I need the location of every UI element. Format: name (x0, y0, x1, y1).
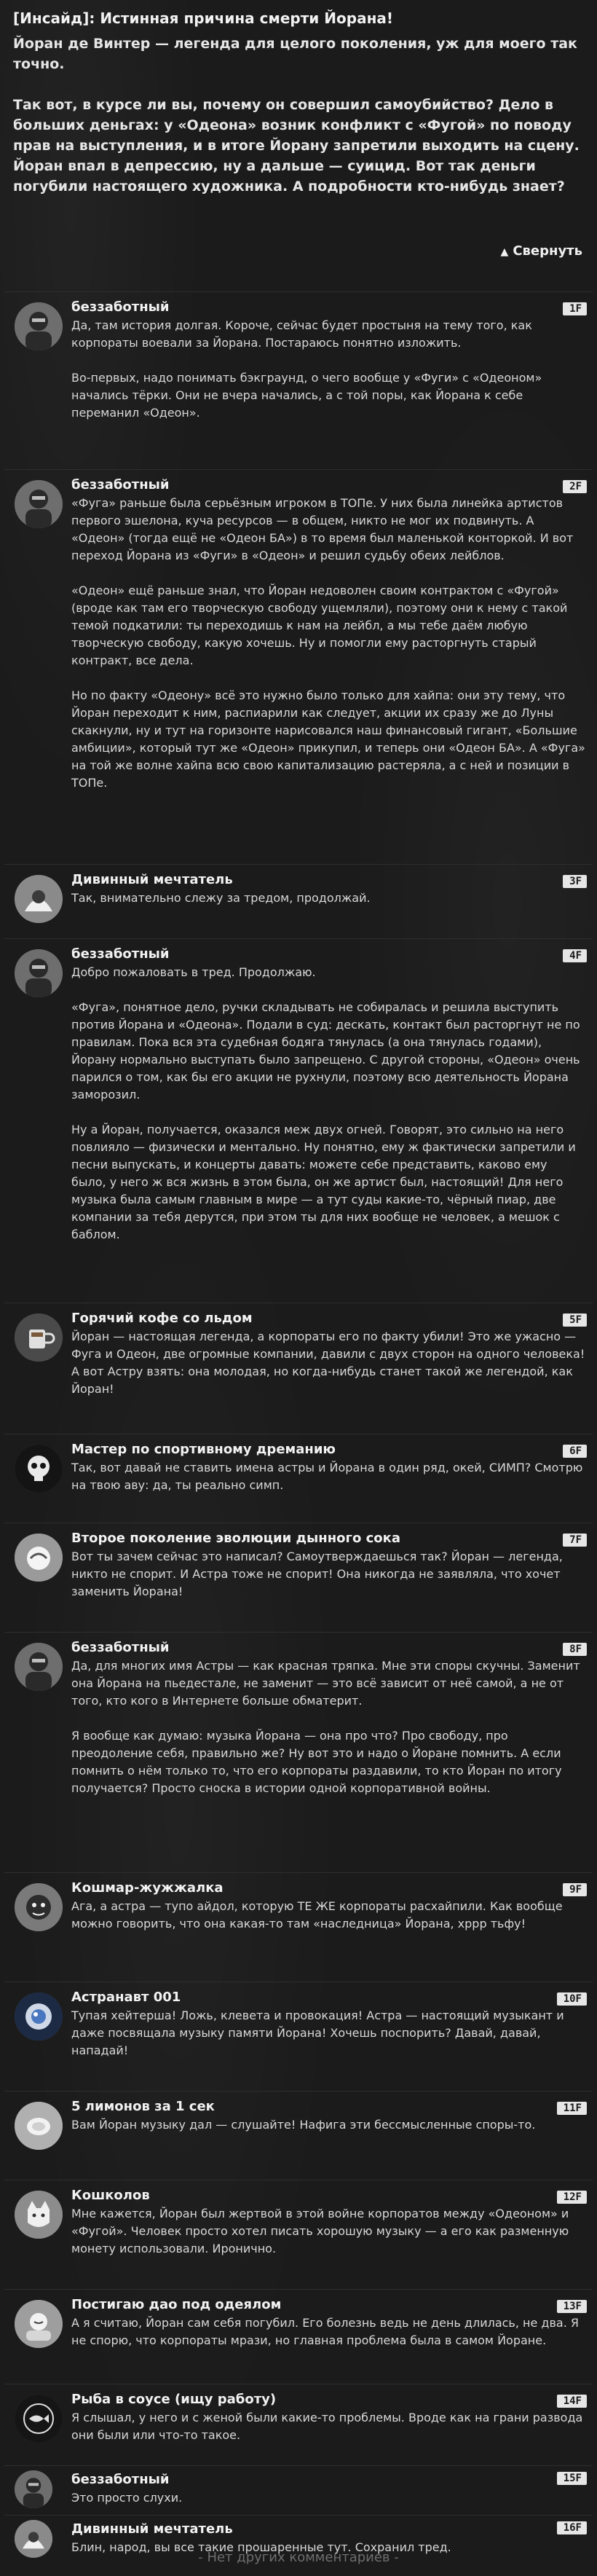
floor-badge: 11F (557, 2102, 587, 2115)
cat-icon[interactable] (15, 2191, 63, 2239)
comment-author[interactable]: Кошмар-жужжалка (71, 1880, 224, 1896)
floor-badge: 15F (557, 2472, 587, 2485)
comment-text: Так, внимательно слежу за тредом, продолжай. (71, 891, 371, 905)
comment-14 (4, 2384, 593, 2466)
comment-text: «Фуга» раньше была серьёзным игроком в ТОПе. У них была линейка артистов первого эшелона, куча ресурсов — в общем, никто не мог их подвинуть. А «Одеон» (тогда ещё не «Одеон БА») в то время был маленькой конторкой. И вот переход Йорана из «Фуги» в «Одеон» и решил судьбу обеих лейблов. «Одеон» ещё раньше знал, что Йоран недоволен своим контрактом с «Фугой» (вроде как там его творческую свободу ущемляли), поэтому они к нему с такой темой подкатили: ты переходишь к нам на лейбл, а мы тебе даём любую творческую свободу, какую хочешь. Ну и помогли ему расторгнуть старый контракт, все дела. Но по факту «Одеону» всё это нужно было только для хайпа: они эту тему, что Йоран переходит к ним, распиарили как следует, акции их сразу же до Луны скакнули, ну и тут на горизонте нарисовался наш финансовый гигант, «Большие амбиции», который тут же «Одеон» прикупил, и теперь они «Одеон БА». А «Фуга» на той же волне хайпа всю свою капитализацию растеряла, а с ней и позиции в ТОПе. (71, 496, 585, 790)
floor-badge: 12F (557, 2191, 587, 2204)
comment-8 (4, 1632, 593, 1873)
comment-author[interactable]: беззаботный (71, 1640, 170, 1655)
comment-text: А я считаю, Йоран сам себя погубил. Его болезнь ведь не день длилась, не два. Я не спорю, что корпораты мрази, но главная проблема была в самом Йоране. (71, 2316, 583, 2347)
comment-text: Мне кажется, Йоран был жертвой в этой войне корпоратов между «Одеоном» и «Фугой». Человек просто хотел писать хорошую музыку — а его как разменную монету использовали. Иронично. (71, 2207, 573, 2255)
comment-author[interactable]: Мастер по спортивному дреманию (71, 1442, 336, 1457)
floor-badge: 7F (563, 1534, 587, 1547)
nightmare-icon[interactable] (15, 1883, 63, 1931)
comment-text: Добро пожаловать в тред. Продолжаю. «Фуга», понятное дело, ручки складывать не собиралась и решила выступить против Йорана и «Одеона». Подали в суд: дескать, контакт был расторгнут не по правилам. Пока вся эта судебная бодяга тянулась (а она тянулась годами), Йорану нормально выступать было запрещено. С другой стороны, «Одеон» очень парился о том, как бы его акции не рухнули, поэтому всю деятельность Йорана заморозил. Ну а Йоран, получается, оказался меж двух огней. Говорят, это сильно на него повлияло — физически и ментально. Ну понятно, ему ж фактически запретили и песни выпускать, и концерты давать: можете себе представить, каково ему было, у него ж вся жизнь в этом была, он же артист был, настоящий! Для него музыка была самым главным в мире — а тут суды какие-то, чёрный пиар, две компании за тебя дерутся, при этом ты для них вообще не человек, а мешок с баблом. (71, 965, 580, 1241)
comment-author[interactable]: беззаботный (71, 299, 170, 315)
melon-icon[interactable] (15, 1534, 63, 1582)
comment-author[interactable]: беззаботный (71, 477, 170, 492)
post-body: Йоран де Винтер — легенда для целого поколения, уж для моего так точно. Так вот, в курсе ли вы, почему он совершил самоубийство? Дело в больших деньгах: у «Одеона» возник конфликт с «Фугой» по поводу прав на выступления, и в итоге Йорану запретили выходить на сцену. Йоран впал в депрессию, ну а дальше — суицид. Вот так деньги погубили настоящего художника. А подробности кто-нибудь знает? (13, 36, 580, 195)
comment-author[interactable]: Горячий кофе со льдом (71, 1311, 253, 1326)
comment-5 (4, 1303, 593, 1434)
comment-10 (4, 1982, 593, 2092)
floor-badge: 16F (557, 2521, 587, 2534)
floor-badge: 4F (563, 949, 587, 962)
masked-figure-icon[interactable] (15, 1643, 63, 1691)
comment-6 (4, 1434, 593, 1523)
comment-author[interactable]: беззаботный (71, 2472, 170, 2487)
fish-badge-icon[interactable] (15, 2395, 63, 2443)
comment-text: Тупая хейтерша! Ложь, клевета и провокация! Астра — настоящий музыкант и даже посвящала музыку памяти Йорана! Хочешь поспорить? Давай, давай, нападай! (71, 2008, 568, 2057)
masked-figure-icon[interactable] (15, 302, 63, 350)
comment-author[interactable]: 5 лимонов за 1 сек (71, 2099, 215, 2114)
comment-author[interactable]: беззаботный (71, 946, 170, 962)
skull-icon[interactable] (15, 1445, 63, 1493)
comment-15 (4, 2465, 593, 2516)
comment-2 (4, 469, 593, 865)
comment-9 (4, 1872, 593, 1982)
lemon-icon[interactable] (15, 2102, 63, 2150)
comment-text: Вам Йоран музыку дал — слушайте! Нафига эти бессмысленные споры-то. (71, 2118, 536, 2132)
comment-3 (4, 864, 593, 939)
coffee-icon[interactable] (15, 1313, 63, 1362)
comment-12 (4, 2180, 593, 2290)
original-post (13, 7, 584, 197)
comment-text: Это просто слухи. (71, 2491, 183, 2505)
collapse-button[interactable] (501, 243, 582, 259)
post-title: [Инсайд]: Истинная причина смерти Йорана! (13, 9, 394, 27)
comment-author[interactable]: Дивинный мечтатель (71, 2521, 233, 2537)
masked-figure-icon[interactable] (15, 2470, 52, 2508)
comment-text: Да, для многих имя Астры — как красная тряпка. Мне эти споры скучны. Заменит она Йорана на пьедестале, не заменит — это всё зависит от неё самой, а не от того, кто кого в Интернете больше обматерит. Я вообще как думаю: музыка Йорана — она про что? Про свободу, про преодоление себя, правильно же? Ну вот это и надо о Йоране помнить. А если помнить о нём только то, что его корпораты раздавили, то кто Йоран по итогу получается? Просто сноска в истории одной корпоративной войны. (71, 1659, 580, 1795)
collapse-label: Свернуть (513, 243, 582, 259)
comment-author[interactable]: Кошколов (71, 2188, 150, 2203)
comment-text: Так, вот давай не ставить имена астры и Йорана в один ряд, окей, СИМП? Смотрю на твою аву: да, ты реально симп. (71, 1461, 587, 1492)
comment-4 (4, 938, 593, 1303)
end-of-comments-label: - Нет других комментариев - (198, 2550, 399, 2565)
floor-badge: 14F (557, 2395, 587, 2408)
comment-author[interactable]: Рыба в соусе (ищу работу) (71, 2392, 277, 2407)
floor-badge: 13F (557, 2300, 587, 2313)
floor-badge: 3F (563, 875, 587, 888)
comment-text: Ага, а астра — тупо айдол, которую ТЕ ЖЕ корпораты расхайпили. Как вообще можно говорить, что она какая-то там «наследница» Йорана, хррр тьфу! (71, 1899, 566, 1931)
comment-11 (4, 2091, 593, 2180)
comment-author[interactable]: Дивинный мечтатель (71, 872, 233, 887)
floor-badge: 9F (563, 1883, 587, 1896)
floor-badge: 10F (557, 1992, 587, 2006)
dao-icon[interactable] (15, 2300, 63, 2348)
dreamer-icon[interactable] (15, 875, 63, 923)
floor-badge: 6F (563, 1445, 587, 1458)
comment-1 (4, 291, 593, 470)
masked-figure-icon[interactable] (15, 480, 63, 528)
comment-text: Йоран — настоящая легенда, а корпораты его по факту убили! Это же ужасно — Фуга и Одеон, две огромные компании, давили с двух сторон на одного человека! А вот Астру взять: она молодая, но когда-нибудь станет такой же легендой, как Йоран! (71, 1330, 589, 1396)
comment-text: Блин, народ, вы все такие прошаренные тут. Сохранил тред. (71, 2540, 451, 2554)
chevron-up-icon: ▲ (500, 246, 509, 258)
floor-badge: 5F (563, 1313, 587, 1327)
comment-13 (4, 2289, 593, 2384)
comment-author[interactable]: Второе поколение эволюции дынного сока (71, 1531, 400, 1546)
comment-7 (4, 1523, 593, 1633)
comment-author[interactable]: Постигаю дао под одеялом (71, 2297, 282, 2312)
comment-author[interactable]: Астранавт 001 (71, 1990, 181, 2005)
floor-badge: 8F (563, 1643, 587, 1656)
comment-text: Да, там история долгая. Короче, сейчас будет простыня на тему того, как корпораты воевали за Йорана. Постараюсь понятно изложить. Во-первых, надо понимать бэкграунд, о чего вообще у «Фуги» с «Одеоном» начались тёрки. Они не вчера начались, а с той поры, как Йорана к себе переманил «Одеон». (71, 318, 542, 420)
floor-badge: 1F (563, 302, 587, 315)
astronaut-icon[interactable] (15, 1992, 63, 2041)
floor-badge: 2F (563, 480, 587, 493)
comment-text: Вот ты зачем сейчас это написал? Самоутверждаешься так? Йоран — легенда, никто не спорит. И Астра тоже не спорит! Она никогда не заявляла, что хочет заменить Йорана! (71, 1550, 566, 1598)
masked-figure-icon[interactable] (15, 949, 63, 997)
comment-text: Я слышал, у него и с женой были какие-то проблемы. Вроде как на грани развода они были или что-то такое. (71, 2411, 587, 2442)
